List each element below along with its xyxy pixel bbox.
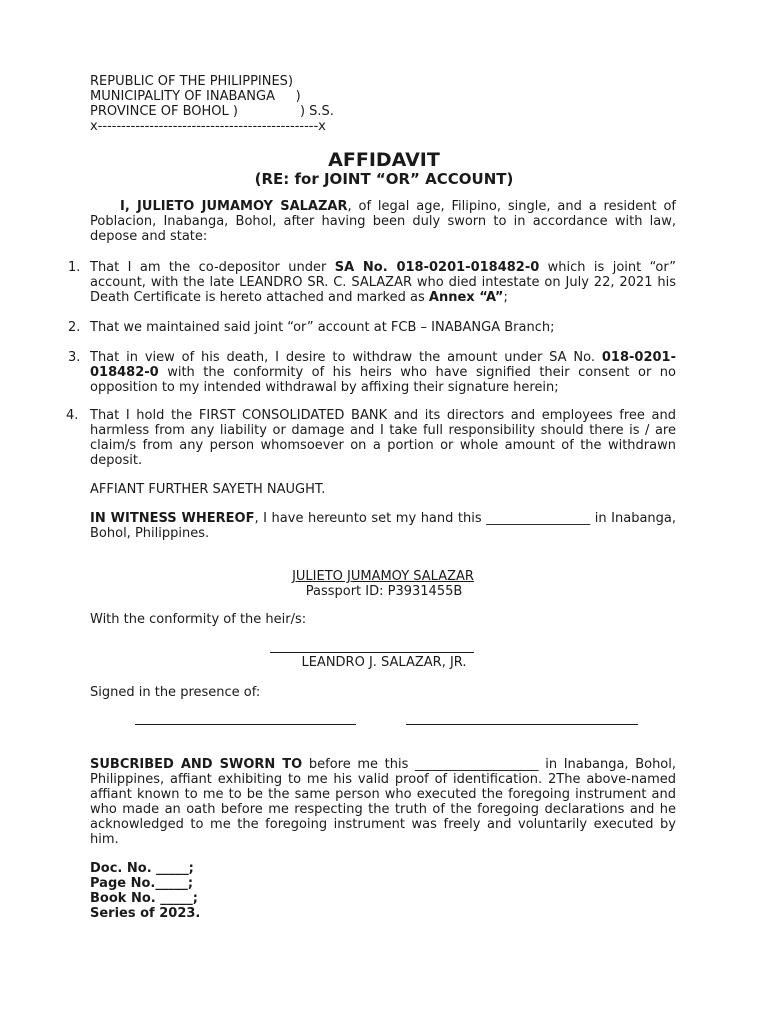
page-number: Page No._____; xyxy=(90,876,194,891)
doc-number: Doc. No. _____; xyxy=(90,861,194,876)
witness-2-signature-line xyxy=(406,724,638,725)
jurat-text: before me this ___________________ in Inabanga, Bohol, Philippines, affiant exhibiting to me his valid proof of identification. 2The above-named affiant known to me to be the same person who executed the foregoing instrument and who made an oath before me respecting the truth of the foregoing declarations and he acknowledged to me the foregoing instrument was freely and voluntarily executed by him. xyxy=(90,757,677,847)
venue-line-republic: REPUBLIC OF THE PHILIPPINES) xyxy=(90,74,294,89)
witness-paragraph xyxy=(90,511,676,541)
item-text: That I am the co-depositor under xyxy=(90,260,335,275)
account-number: SA No. 018-0201-018482-0 xyxy=(334,260,540,275)
affiant-signature-name: JULIETO JUMAMOY SALAZAR xyxy=(292,569,474,584)
item-text: which is joint “or” account, with the late LEANDRO SR. C. SALAZAR who died intestate on July 22, 2021 his Death Certificate is hereto attached and marked as xyxy=(90,260,676,305)
item-number: 4. xyxy=(66,408,79,423)
presence-label: Signed in the presence of: xyxy=(90,685,261,700)
list-item-1 xyxy=(68,260,676,305)
document-title: AFFIDAVIT xyxy=(328,149,440,171)
item-text: That I hold the FIRST CONSOLIDATED BANK and its directors and employees free and harmless from any liability or damage and I take full responsibility should there is / are claim/s from any person whomsoever on a portion or whole amount of the withdrawn deposit. xyxy=(90,408,676,468)
item-text: That in view of his death, I desire to withdraw the amount under SA No. xyxy=(90,350,602,365)
item-text: That we maintained said joint “or” account at FCB – INABANGA Branch; xyxy=(90,320,555,335)
witness-1-signature-line xyxy=(135,724,356,725)
intro-paragraph xyxy=(90,199,676,244)
witness-text: , I have hereunto set my hand this ________________ in Inabanga, Bohol, Philippines. xyxy=(90,511,677,541)
jurat-paragraph xyxy=(90,757,676,847)
item-text: ; xyxy=(503,290,508,305)
item-text: with the conformity of his heirs who have signified their consent or no opposition to my intended withdrawal by affixing their signature herein; xyxy=(90,365,676,395)
jurat-heading: SUBCRIBED AND SWORN TO xyxy=(90,757,303,772)
heir-signature-line xyxy=(270,652,474,653)
venue-line-municipality: MUNICIPALITY OF INABANGA ) xyxy=(90,89,301,104)
annex-reference: Annex “A” xyxy=(428,290,504,305)
account-number: 018-0201-018482-0 xyxy=(90,350,676,380)
list-item-3 xyxy=(68,350,676,395)
heir-name: LEANDRO J. SALAZAR, JR. xyxy=(301,655,467,670)
book-number: Book No. _____; xyxy=(90,891,198,906)
affiant-name-intro: I, JULIETO JUMAMOY SALAZAR xyxy=(120,199,348,214)
further-sayeth: AFFIANT FURTHER SAYETH NAUGHT. xyxy=(90,482,326,497)
conformity-label: With the conformity of the heir/s: xyxy=(90,612,307,627)
series-year: Series of 2023. xyxy=(90,906,201,921)
item-number: 3. xyxy=(68,350,81,365)
intro-text: , of legal age, Filipino, single, and a resident of Poblacion, Inabanga, Bohol, after having been duly sworn to in accordance with law, depose and state: xyxy=(90,199,676,244)
affiant-passport: Passport ID: P3931455B xyxy=(305,584,463,599)
venue-line-province: PROVINCE OF BOHOL ) ) S.S. xyxy=(90,104,334,119)
list-item-2 xyxy=(68,320,676,335)
list-item-4 xyxy=(66,408,676,468)
item-number: 1. xyxy=(68,260,81,275)
witness-heading: IN WITNESS WHEREOF xyxy=(90,511,255,526)
item-number: 2. xyxy=(68,320,81,335)
venue-separator: x-----------------------------------------------x xyxy=(90,119,326,134)
document-subtitle: (RE: for JOINT “OR” ACCOUNT) xyxy=(254,170,514,188)
